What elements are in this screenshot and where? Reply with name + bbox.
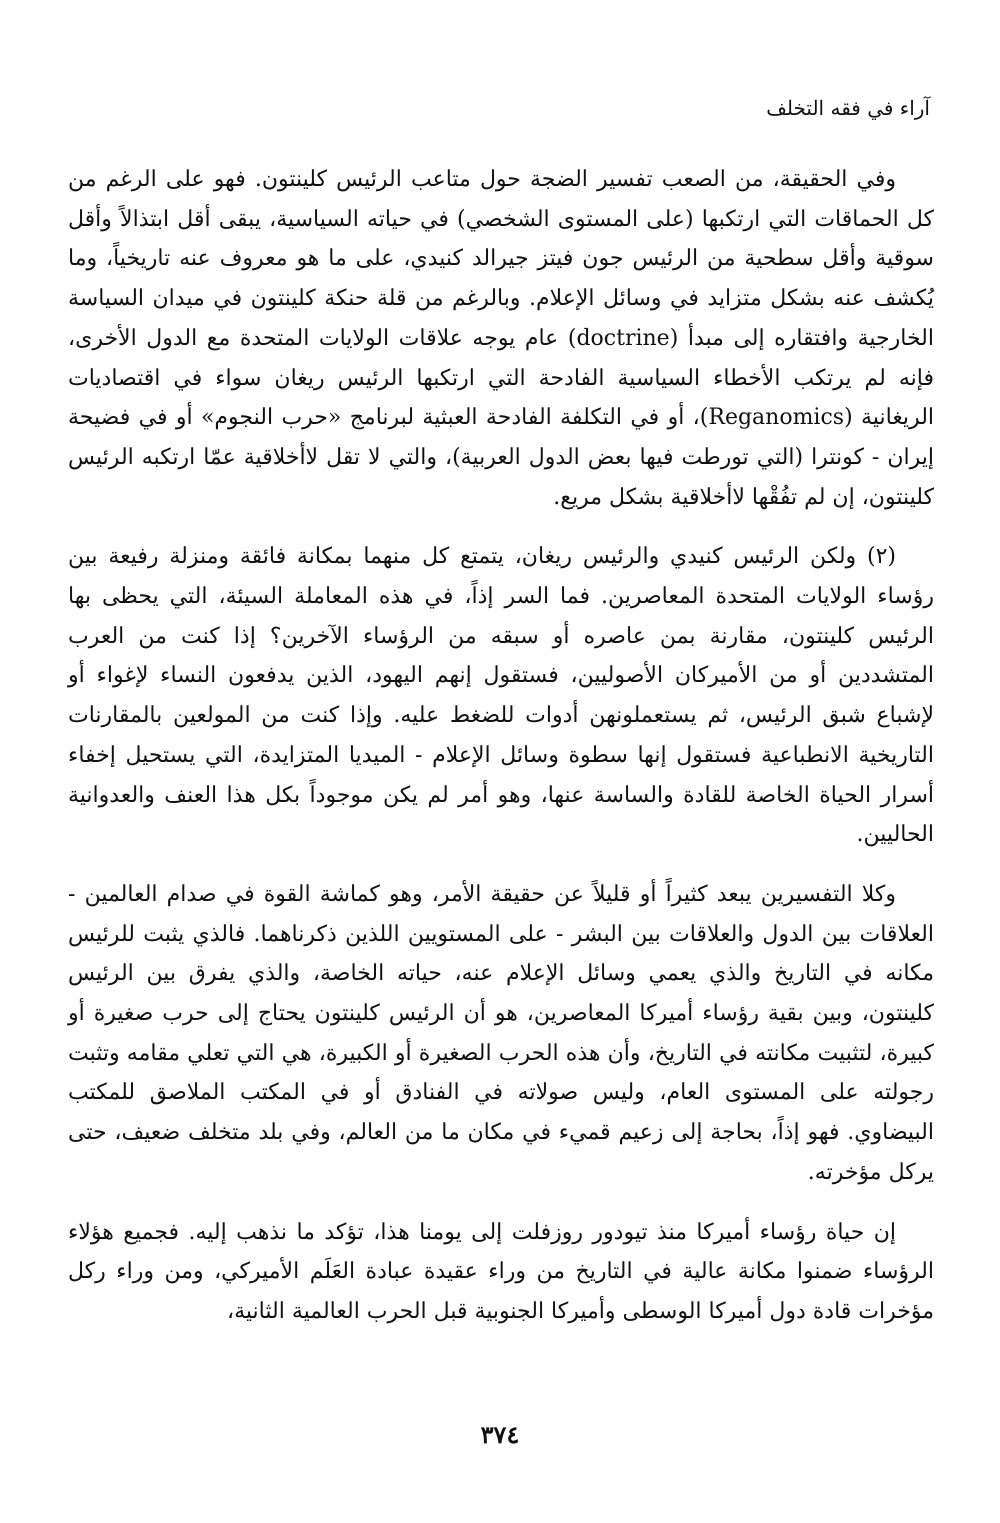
paragraph-4: إن حياة رؤساء أميركا منذ تيودور روزفلت إلى يومنا هذا، تؤكد ما نذهب إليه. فجميع هؤلاء الرؤساء ضمنوا مكانة عالية في التاريخ من وراء عقيدة عبادة العَلَم الأميركي، ومن وراء ركل مؤخرات قادة دول أميركا الوسطى وأميركا الجنوبية قبل الحرب العالمية الثانية،	[68, 1219, 934, 1324]
paragraph-2: (٢) ولكن الرئيس كنيدي والرئيس ريغان، يتمتع كل منهما بمكانة فائقة ومنزلة رفيعة بين رؤساء الولايات المتحدة المعاصرين. فما السر إذاً، في هذه المعاملة السيئة، التي يحظى بها الرئيس كلينتون، مقارنة بمن عاصره أو سبقه من الرؤساء الآخرين؟ إذا كنت من العرب المتشددين أو من الأميركان الأصوليين، فستقول إنهم اليهود، الذين يدفعون النساء لإغواء أو لإشباع شبق الرئيس، ثم يستعملونهن أدوات للضغط عليه. وإذا كنت من المولعين بالمقارنات التاريخية الانطباعية فستقول إنها سطوة وسائل الإعلام - الميديا المتزايدة، التي يستحيل إخفاء أسرار الحياة الخاصة للقادة والساسة عنها، وهو أمر لم يكن موجوداً بكل هذا العنف والعدوانية الحاليين.	[68, 544, 934, 848]
running-header-title: آراء في فقه التخلف	[766, 96, 930, 120]
paragraph-3: وكلا التفسيرين يبعد كثيراً أو قليلاً عن حقيقة الأمر، وهو كماشة القوة في صدام العالمين - العلاقات بين الدول والعلاقات بين البشر - على المستويين اللذين ذكرناهما. فالذي يثبت للرئيس مكانه في التاريخ والذي يعمي وسائل الإعلام عنه، حياته الخاصة، والذي يفرق بين الرئيس كلينتون، وبين بقية رؤساء أميركا المعاصرين، هو أن الرئيس كلينتون يحتاج إلى حرب صغيرة أو كبيرة، لتثبيت مكانته في التاريخ، وأن هذه الحرب الصغيرة أو الكبيرة، هي التي تعلي مقامه وتثبت رجولته على المستوى العام، وليس صولاته في الفنادق أو في المكتب الملاصق للمكتب البيضاوي. فهو إذاً، بحاجة إلى زعيم قميء في مكان ما من العالم، وفي بلد متخلف ضعيف، حتى يركل مؤخرته.	[68, 881, 935, 1185]
body-text	[68, 160, 934, 1352]
page-number: ٣٧٤	[480, 1420, 520, 1449]
paragraph-1: وفي الحقيقة، من الصعب تفسير الضجة حول متاعب الرئيس كلينتون. فهو على الرغم من كل الحماقات التي ارتكبها (على المستوى الشخصي) في حياته السياسية، يبقى أقل ابتذالاً وأقل سوقية وأقل سطحية من الرئيس جون فيتز جيرالد كنيدي، على ما هو معروف عنه تاريخياً، وما يُكشف عنه بشكل متزايد في وسائل الإعلام. وبالرغم من قلة حنكة كلينتون في ميدان السياسة الخارجية وافتقاره إلى مبدأ (doctrine) عام يوجه علاقات الولايات المتحدة مع الدول الأخرى، فإنه لم يرتكب الأخطاء السياسية الفادحة التي ارتكبها الرئيس ريغان سواء في اقتصاديات الريغانية (Reganomics)، أو في التكلفة الفادحة العبثية لبرنامج «حرب النجوم» أو في فضيحة إيران - كونترا (التي تورطت فيها بعض الدول العربية)، والتي لا تقل لاأخلاقية عمّا ارتكبه الرئيس كلينتون، إن لم تفُقْها لاأخلاقية بشكل مريع.	[68, 167, 935, 510]
